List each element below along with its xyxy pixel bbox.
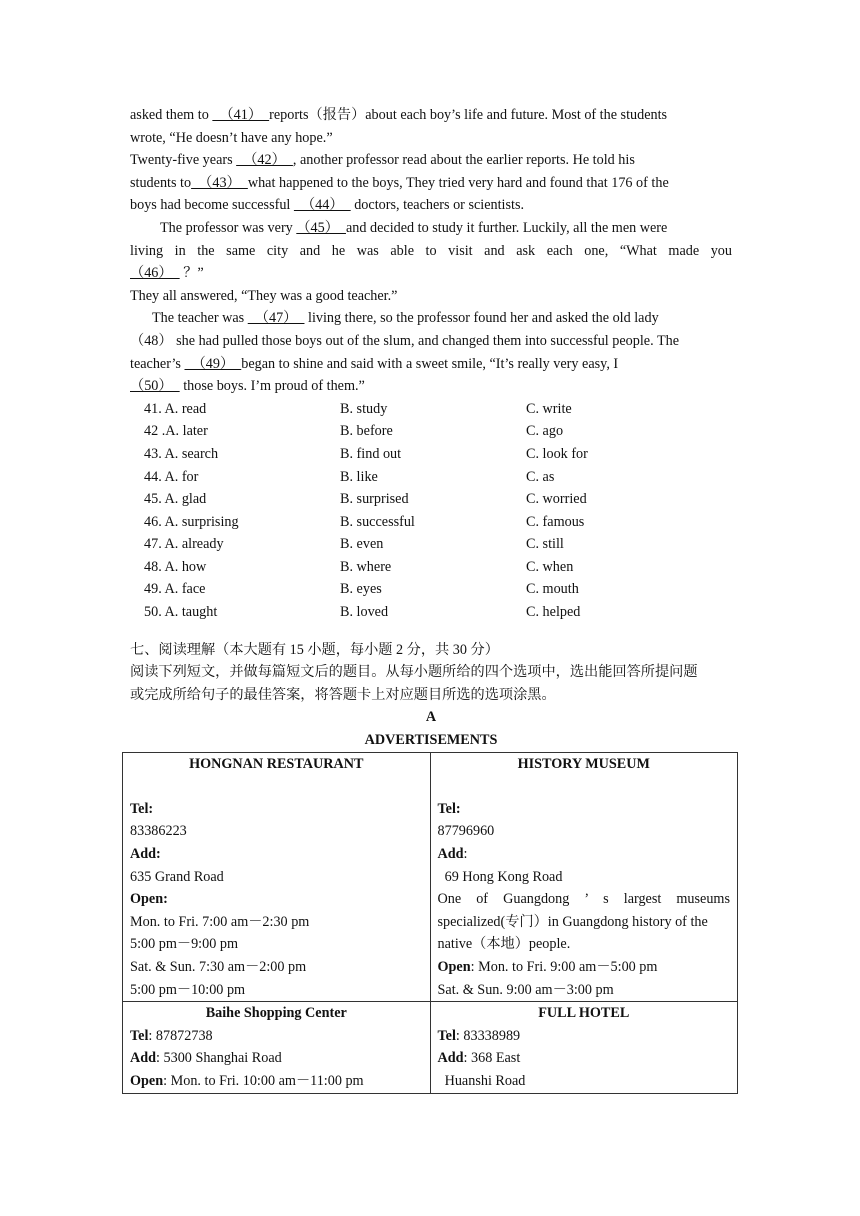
passage-line-5: boys had become successful （44） doctors, teachers or scientists.	[130, 197, 525, 214]
ad-restaurant	[123, 752, 431, 1002]
exam-page	[130, 104, 732, 1094]
option-row: 47. A. already B. even C. still	[144, 536, 564, 553]
ads-row-2	[123, 1002, 738, 1093]
add-label: Add:	[130, 846, 161, 862]
option-row: 43. A. search B. find out C. look for	[144, 445, 588, 462]
add-value: 635 Grand Road	[130, 868, 224, 885]
tel-value: 87796960	[437, 823, 495, 840]
option-row: 49. A. face B. eyes C. mouth	[144, 581, 579, 598]
option-row: 46. A. surprising B. successful C. famous	[144, 513, 585, 530]
ads-heading: ADVERTISEMENTS	[364, 732, 498, 749]
open-row: Open: Mon. to Fri. 10:00 am－11:00 pm	[130, 1072, 364, 1089]
blank-50: （50）	[130, 378, 180, 395]
add-row: Add:	[437, 846, 468, 862]
passage-line-9: They all answered, “They was a good teacher.”	[130, 287, 398, 304]
passage-line-12: teacher’s （49） began to shine and said with a sweet smile, “It’s really very easy, I	[130, 355, 619, 372]
passage-letter: A	[425, 709, 437, 726]
blank-41: （41）	[212, 107, 270, 123]
ad-title: HISTORY MUSEUM	[517, 755, 650, 772]
option-row: 41. A. read B. study C. write	[144, 400, 572, 417]
open-label: Open	[130, 1072, 164, 1089]
passage-line-8: （46） ？”	[130, 265, 204, 282]
passage-line-11: （48） she had pulled those boys out of the slum, and changed them into successful people. The	[130, 332, 680, 349]
description: One of Guangdong ’ s largest museums	[437, 891, 730, 908]
passage-line-6: The professor was very （45） and decided to study it further. Luckily, all the men were	[160, 219, 668, 236]
option-row: 42 .A. later B. before C. ago	[144, 423, 564, 440]
open-hours: 5:00 pm－9:00 pm	[130, 936, 238, 953]
advertisements-table	[122, 752, 738, 1094]
description: specialized(专门）in Guangdong history of the	[437, 913, 708, 930]
add-label: Add	[437, 846, 464, 862]
option-row: 48. A. how B. where C. when	[144, 558, 574, 575]
open-hours: Sat. & Sun. 9:00 am－3:00 pm	[437, 981, 614, 998]
open-label: Open	[437, 958, 471, 975]
option-row: 45. A. glad B. surprised C. worried	[144, 491, 587, 508]
option-row: 50. A. taught B. loved C. helped	[144, 604, 581, 621]
section-instructions-1: 阅读下列短文，并做每篇短文后的题目。从每小题所给的四个选项中，选出能回答所提问题	[130, 664, 698, 681]
tel-row: Tel: 83338989	[437, 1027, 521, 1044]
passage-line-13: （50） those boys. I’m proud of them.”	[130, 378, 365, 395]
passage-line-7: living in the same city and he was able to visit and ask each one, “What made you	[130, 242, 732, 259]
passage-line-10: The teacher was （47） living there, so the professor found her and asked the old lady	[152, 310, 659, 327]
blank-42: （42）	[236, 152, 293, 169]
ad-title: FULL HOTEL	[538, 1005, 630, 1022]
add-value: 69 Hong Kong Road	[437, 868, 563, 885]
add-row: Add: 5300 Shanghai Road	[130, 1050, 282, 1067]
ads-row-1	[123, 752, 738, 1002]
options-list	[144, 398, 732, 624]
add-value: Huanshi Road	[437, 1072, 526, 1089]
open-hours: Sat. & Sun. 7:30 am－2:00 pm	[130, 958, 307, 975]
ad-hotel	[430, 1002, 738, 1093]
tel-label: Tel	[130, 1027, 149, 1044]
blank-46: （46）	[130, 265, 180, 282]
section-title: 七、阅读理解（本大题有 15 小题，每小题 2 分，共 30 分）	[130, 641, 499, 658]
blank-44: （44）	[293, 197, 351, 214]
option-row: 44. A. for B. like C. as	[144, 468, 555, 485]
ad-title: Baihe Shopping Center	[205, 1005, 347, 1022]
tel-row: Tel: 87872738	[130, 1027, 213, 1044]
passage-line-4: students to （43） what happened to the boys, They tried very hard and found that 176 of the	[130, 174, 669, 191]
description: native（本地）people.	[437, 936, 571, 953]
ad-shopping-center	[123, 1002, 431, 1093]
blank-47: （47）	[247, 310, 305, 327]
blank-43: （43）	[191, 174, 248, 191]
passage-line-2: wrote, “He doesn’t have any hope.”	[130, 129, 333, 146]
tel-value: 83386223	[130, 823, 187, 840]
open-label: Open:	[130, 891, 168, 908]
tel-label: Tel:	[130, 800, 154, 817]
passage-line-1: asked them to （41） reports（报告）about each boy’s life and future. Most of the students	[130, 107, 668, 123]
blank-49: （49）	[184, 355, 242, 372]
add-label: Add	[130, 1050, 157, 1067]
add-row: Add: 368 East	[437, 1050, 521, 1067]
tel-label: Tel	[437, 1027, 456, 1044]
add-label: Add	[437, 1050, 464, 1067]
open-hours: 5:00 pm－10:00 pm	[130, 981, 246, 998]
ad-title: HONGNAN RESTAURANT	[189, 755, 364, 772]
open-row: Open: Mon. to Fri. 9:00 am－5:00 pm	[437, 958, 658, 975]
passage-line-3: Twenty-five years （42） , another professor read about the earlier reports. He told his	[130, 152, 635, 169]
open-hours: Mon. to Fri. 7:00 am－2:30 pm	[130, 913, 310, 930]
tel-label: Tel:	[437, 800, 461, 817]
section-instructions-2: 或完成所给句子的最佳答案，将答题卡上对应题目所选的选项涂黑。	[130, 686, 556, 703]
ad-museum	[430, 752, 738, 1002]
blank-45: （45）	[296, 219, 346, 236]
